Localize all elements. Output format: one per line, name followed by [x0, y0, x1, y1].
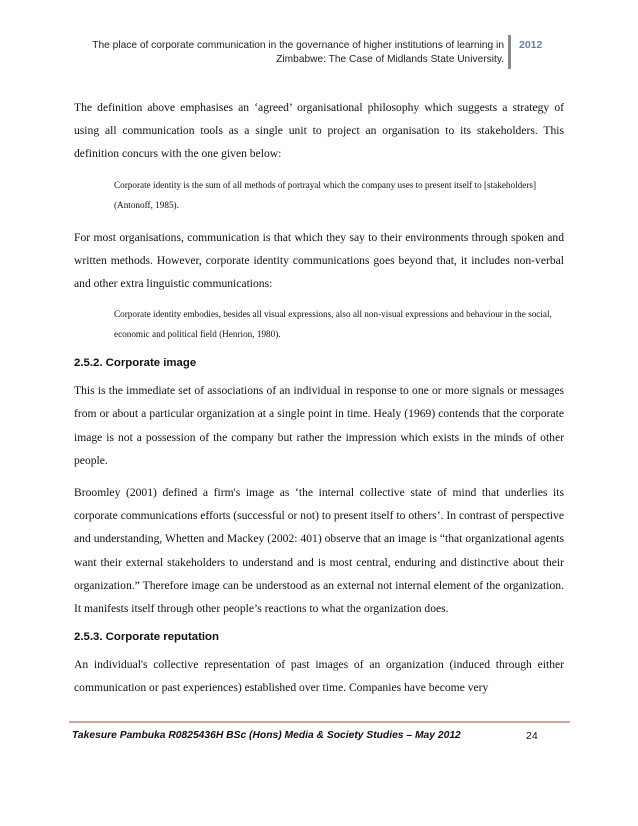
- page-header: [72, 35, 567, 69]
- paragraph-definition: The definition above emphasises an ‘agreed’ organisational philosophy which suggests a strategy of using all communication tools as a single unit to project an organisation to its stakeholders. This definition concurs with the one given below:: [74, 101, 564, 161]
- header-title: [72, 39, 504, 67]
- header-divider: [508, 35, 511, 69]
- page-number: 24: [526, 730, 538, 742]
- section-heading-corporate-image: 2.5.2. Corporate image: [74, 357, 197, 370]
- paragraph-corporate-image: This is the immediate set of associations of an individual in response to one or more signals or messages from or about a particular organization at a single point in time. Healy (1969) contends that the corporate image is not a possession of the company but rather the impression which exists in the minds of other people.: [74, 384, 564, 467]
- paragraph-corporate-reputation: An individual's collective representation of past images of an organization (induced through either communication or past experiences) established over time. Companies have become very: [74, 658, 564, 695]
- paragraph-communication: For most organisations, communication is that which they say to their environments through spoken and written methods. However, corporate identity communications goes beyond that, it includes non-verbal and other extra linguistic communications:: [74, 230, 564, 291]
- header-year: 2012: [519, 39, 543, 51]
- block-quote-henrion: Corporate identity embodies, besides all visual expressions, also all non-visual expressions and behaviour in the social, economic and political field (Henrion, 1980).: [114, 309, 552, 340]
- footer-author: Takesure Pambuka R0825436H BSc (Hons) Media & Society Studies – May 2012: [72, 730, 461, 741]
- paragraph-broomley: Broomley (2001) defined a firm's image as ‘the internal collective state of mind that underlies its corporate communications efforts (successful or not) to present itself to others’. In contrast of perspective and understanding, Whetten and Mackey (2002: 401) observe that an image is “that organizational agents want their external stakeholders to understand and is most central, enduring and distinctive about their organization.” Therefore image can be understood as an external not internal element of the organization. It manifests itself through other people’s reactions to what the organization does.: [74, 486, 564, 616]
- footer-divider: [69, 721, 570, 723]
- block-quote-antonoff: Corporate identity is the sum of all methods of portrayal which the company uses to present itself to [stakeholders] (Antonoff, 1985).: [114, 179, 537, 210]
- header-title-line1: The place of corporate communication in the governance of higher institutions of learning in: [92, 40, 504, 51]
- section-heading-corporate-reputation: 2.5.3. Corporate reputation: [74, 631, 219, 644]
- header-title-line2: Zimbabwe: The Case of Midlands State University.: [276, 54, 504, 65]
- document-body: [74, 96, 564, 709]
